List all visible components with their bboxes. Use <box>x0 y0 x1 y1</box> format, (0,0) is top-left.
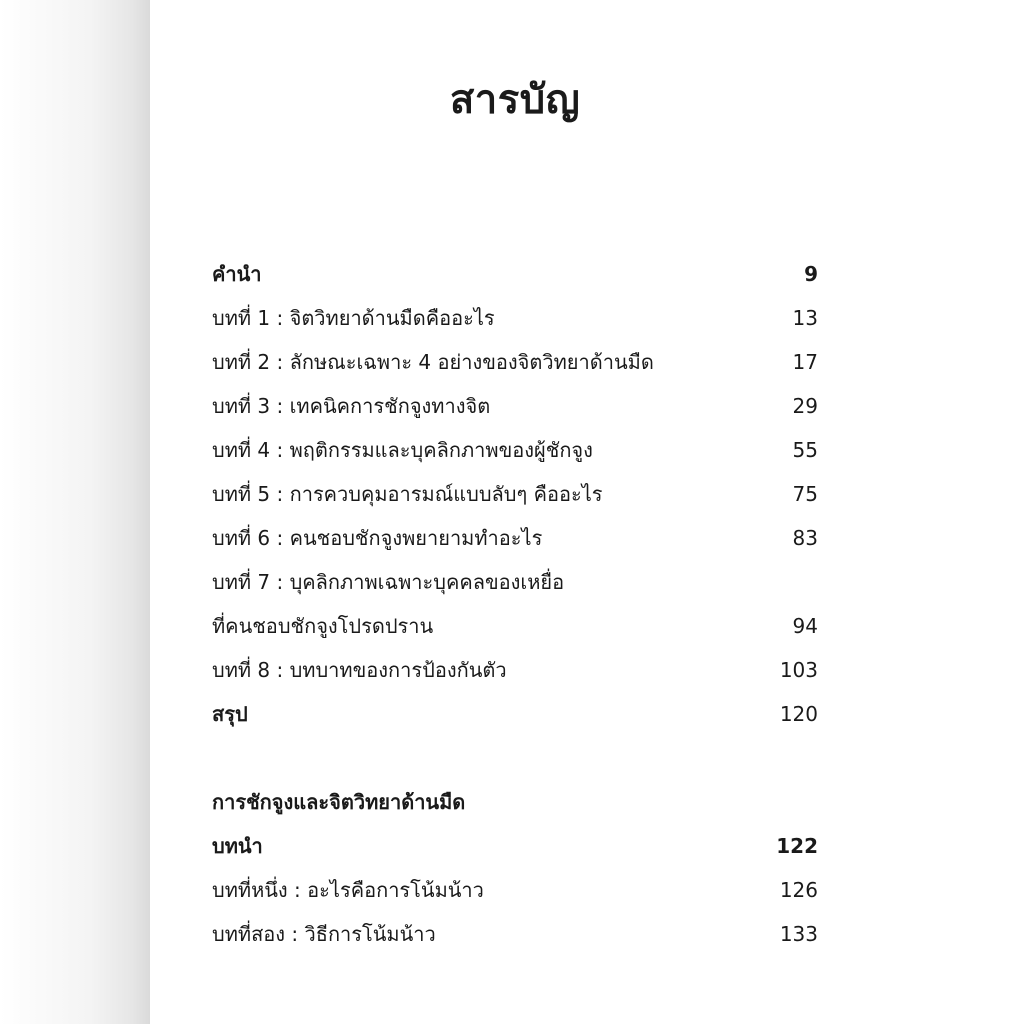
toc-entry-label: คำนำ <box>212 262 262 286</box>
toc-entry-page: 13 <box>792 306 818 330</box>
toc-entry-page: 122 <box>776 834 818 858</box>
toc-entry-label: บทที่ 4 : พฤติกรรมและบุคลิกภาพของผู้ชักจูง <box>212 438 593 462</box>
toc-entry-page: 17 <box>792 350 818 374</box>
toc-entry-page: 55 <box>792 438 818 462</box>
section-heading: การชักจูงและจิตวิทยาด้านมืด <box>212 790 466 814</box>
toc-entry-chapter-8 <box>212 653 818 687</box>
toc-entry-chapter-1 <box>212 301 818 335</box>
toc-entry-introduction <box>212 829 818 863</box>
toc-entry-part-two <box>212 917 818 951</box>
toc-entry-page: 126 <box>779 878 818 902</box>
toc-entry-chapter-7-continued <box>212 609 818 643</box>
toc-entry-page: 120 <box>779 702 818 726</box>
toc-entry-part-one <box>212 873 818 907</box>
toc-entry-page: 29 <box>792 394 818 418</box>
toc-entry-label: บทที่ 6 : คนชอบชักจูงพยายามทำอะไร <box>212 526 543 550</box>
toc-page <box>150 0 1024 1024</box>
toc-entry-page: 9 <box>804 262 818 286</box>
toc-entry-chapter-6 <box>212 521 818 555</box>
toc-entry-label: บทที่ 8 : บทบาทของการป้องกันตัว <box>212 658 507 682</box>
toc-entry-label: บทที่ 1 : จิตวิทยาด้านมืดคืออะไร <box>212 306 495 330</box>
page-title: สารบัญ <box>449 77 581 123</box>
toc-entry-chapter-3 <box>212 389 818 423</box>
toc-entry-label: ที่คนชอบชักจูงโปรดปราน <box>212 614 434 638</box>
toc-entry-page: 94 <box>792 614 818 638</box>
toc-entry-label: บทที่สอง : วิธีการโน้มน้าว <box>212 922 436 946</box>
toc-entry-page: 83 <box>792 526 818 550</box>
toc-entry-summary <box>212 697 818 731</box>
toc-entry-chapter-5 <box>212 477 818 511</box>
toc-entry-label: บทนำ <box>212 834 263 858</box>
toc-section-heading <box>212 785 818 819</box>
toc-entry-chapter-2 <box>212 345 818 379</box>
toc-entry-foreword <box>212 257 818 291</box>
toc-entry-page: 133 <box>779 922 818 946</box>
toc-entry-label: สรุป <box>212 702 248 726</box>
toc-entry-label: บทที่ 5 : การควบคุมอารมณ์แบบลับๆ คืออะไร <box>212 482 603 506</box>
toc-entry-label: บทที่ 3 : เทคนิคการชักจูงทางจิต <box>212 394 491 418</box>
toc-entry-chapter-4 <box>212 433 818 467</box>
toc-entry-page: 75 <box>792 482 818 506</box>
toc-entry-label: บทที่ 2 : ลักษณะเฉพาะ 4 อย่างของจิตวิทยาด้านมืด <box>212 350 654 374</box>
toc-entry-page: 103 <box>779 658 818 682</box>
toc-entry-label: บทที่ 7 : บุคลิกภาพเฉพาะบุคคลของเหยื่อ <box>212 570 565 594</box>
toc-entry-chapter-7 <box>212 565 818 599</box>
page-gutter-shadow <box>0 0 150 1024</box>
toc-entry-label: บทที่หนึ่ง : อะไรคือการโน้มน้าว <box>212 878 484 902</box>
